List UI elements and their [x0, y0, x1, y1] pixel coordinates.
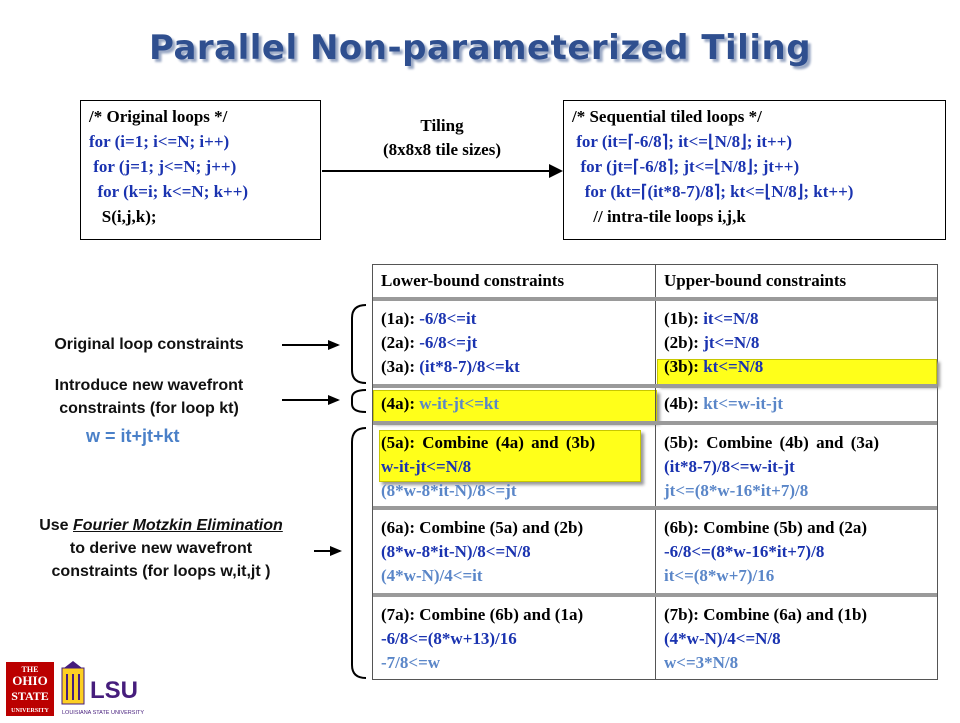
- header-lower-bound: Lower-bound constraints: [381, 271, 565, 290]
- expr-6b-2: it<=(8*w+7)/16: [664, 566, 775, 585]
- cell-r4-upper: [656, 516, 938, 588]
- expr-1b: it<=N/8: [703, 309, 759, 328]
- label-2b: (2b):: [664, 333, 704, 352]
- cell-r2-upper: [656, 392, 938, 416]
- step-6a: (6a): Combine (5a) and (2b): [381, 518, 584, 537]
- tiling-sizes: (8x8x8 tile sizes): [382, 140, 502, 159]
- label-1a: (1a):: [381, 309, 420, 328]
- wavefront-line-2: constraints (for loop kt): [59, 400, 239, 417]
- expr-5a-1: w-it-jt<=N/8: [381, 457, 472, 476]
- header-upper-bound: Upper-bound constraints: [664, 271, 847, 290]
- fme-term: Fourier Motzkin Elimination: [73, 517, 283, 534]
- expr-6a-2: (4*w-N)/4<=it: [381, 566, 483, 585]
- tiled-line-4: // intra-tile loops i,j,k: [572, 207, 746, 226]
- row-separator-3: [373, 421, 937, 425]
- fme-prefix: Use: [39, 517, 73, 534]
- step-6b: (6b): Combine (5b) and (2a): [664, 518, 868, 537]
- wavefront-label: [18, 374, 280, 420]
- university-logos: [4, 660, 174, 718]
- step-7b: (7b): Combine (6a) and (1b): [664, 605, 868, 624]
- logos: [4, 660, 174, 718]
- row-separator-2: [373, 384, 937, 388]
- expr-5b-1: (it*8-7)/8<=w-it-jt: [664, 457, 795, 476]
- wavefront-equation: w = it+jt+kt: [86, 426, 180, 446]
- tiling-label: [352, 114, 532, 162]
- row-separator-1: [373, 297, 937, 301]
- expr-1a: -6/8<=it: [419, 309, 477, 328]
- cell-r3-upper: [656, 431, 938, 503]
- label-4b: (4b):: [664, 394, 704, 413]
- label-2a: (2a):: [381, 333, 420, 352]
- osu-logo-ohio: OHIO: [12, 673, 48, 688]
- expr-7a-2: -7/8<=w: [381, 653, 441, 672]
- expr-5b-2: jt<=(8*w-16*it+7)/8: [664, 481, 809, 500]
- label-1b: (1b):: [664, 309, 704, 328]
- step-7a: (7a): Combine (6b) and (1a): [381, 605, 584, 624]
- tiled-loops-box: [563, 100, 946, 240]
- original-line-2: for (j=1; j<=N; j++): [89, 157, 237, 176]
- original-line-1: for (i=1; i<=N; i++): [89, 132, 230, 151]
- osu-logo-university: UNIVERSITY: [11, 708, 49, 714]
- label-4a: (4a):: [381, 394, 420, 413]
- expr-7b-2: w<=3*N/8: [664, 653, 739, 672]
- tiled-line-2: for (jt=⌈-6/8⌉; jt<=⌊N/8⌋; jt++): [572, 157, 800, 176]
- original-comment: /* Original loops */: [89, 107, 228, 126]
- fme-label: [8, 514, 314, 583]
- brace-rows-1: [352, 305, 366, 383]
- constraints-table: [372, 264, 938, 680]
- slide-title: Parallel Non-parameterized Tiling: [148, 28, 812, 68]
- row-separator-4: [373, 506, 937, 510]
- label-3a: (3a):: [381, 357, 420, 376]
- osu-logo-the: THE: [21, 665, 39, 674]
- cell-r4-lower: [373, 516, 655, 588]
- cell-r5-lower: [373, 603, 655, 675]
- expr-6a-1: (8*w-8*it-N)/8<=N/8: [381, 542, 531, 561]
- step-5a: (5a): Combine (4a) and (3b): [381, 433, 596, 452]
- tiled-line-1: for (it=⌈-6/8⌉; it<=⌊N/8⌋; it++): [572, 132, 793, 151]
- expr-5a-2: (8*w-8*it-N)/8<=jt: [381, 481, 517, 500]
- step-5b: (5b): Combine (4b) and (3a): [664, 433, 880, 452]
- lsu-wordmark: LSU: [90, 677, 138, 704]
- expr-6b-1: -6/8<=(8*w-16*it+7)/8: [664, 542, 825, 561]
- tiled-comment: /* Sequential tiled loops */: [572, 107, 762, 126]
- expr-4a: w-it-jt<=kt: [419, 394, 500, 413]
- row-separator-5: [373, 593, 937, 597]
- wavefront-line-1: Introduce new wavefront: [54, 377, 244, 394]
- tiling-arrow-line: [322, 170, 550, 172]
- tiling-arrow-head: [549, 164, 563, 178]
- lsu-fullname: LOUISIANA STATE UNIVERSITY: [62, 710, 145, 716]
- expr-2a: -6/8<=jt: [419, 333, 478, 352]
- original-line-4: S(i,j,k);: [89, 207, 157, 226]
- tiling-title: Tiling: [420, 116, 464, 135]
- expr-4b: kt<=w-it-jt: [703, 394, 783, 413]
- label-3b: (3b):: [664, 357, 704, 376]
- tiled-line-3: for (kt=⌈(it*8-7)/8⌉; kt<=⌊N/8⌋; kt++): [572, 182, 854, 201]
- expr-2b: jt<=N/8: [703, 333, 760, 352]
- osu-logo-state: STATE: [11, 689, 49, 703]
- expr-3a: (it*8-7)/8<=kt: [419, 357, 520, 376]
- cell-r5-upper: [656, 603, 938, 675]
- cell-r2-lower: [373, 392, 655, 416]
- brace-rows-3-5: [352, 428, 366, 678]
- original-constraints-label: Original loop constraints: [54, 336, 244, 353]
- expr-3b: kt<=N/8: [703, 357, 764, 376]
- cell-r1-lower: [373, 307, 655, 379]
- expr-7b-1: (4*w-N)/4<=N/8: [664, 629, 781, 648]
- expr-7a-1: -6/8<=(8*w+13)/16: [381, 629, 517, 648]
- cell-r1-upper: [656, 307, 938, 379]
- brace-row-2: [352, 390, 366, 412]
- fme-line-3: constraints (for loops w,it,jt ): [51, 563, 271, 580]
- cell-r3-lower: [373, 431, 655, 503]
- lsu-seal-icon: [62, 661, 84, 704]
- original-line-3: for (k=i; k<=N; k++): [89, 182, 249, 201]
- fme-line-2: to derive new wavefront: [69, 540, 253, 557]
- original-loops-box: [80, 100, 321, 240]
